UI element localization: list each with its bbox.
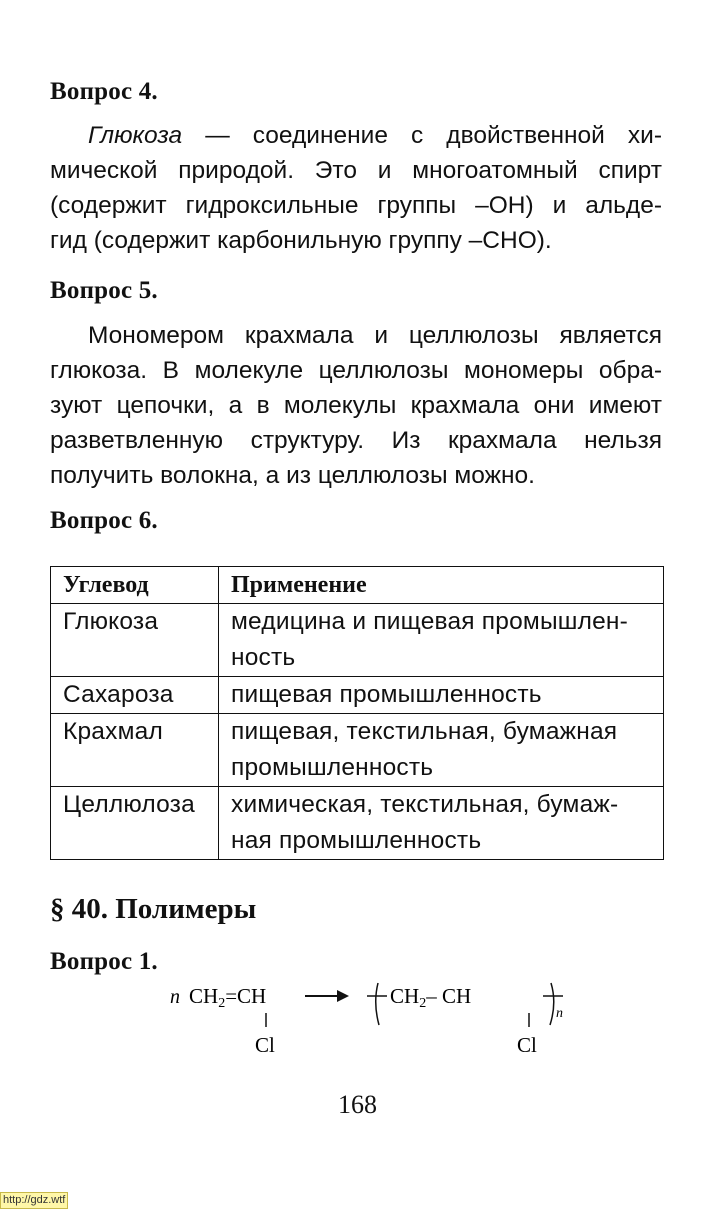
carbohydrate-cell: Глюкоза: [51, 604, 219, 677]
answer-line: глюкоза. В молекуле целлюлозы мономеры обра-: [50, 357, 662, 384]
question-1-heading: Вопрос 1.: [50, 948, 158, 975]
question-5-heading: Вопрос 5.: [50, 277, 158, 304]
coefficient-n: n: [170, 986, 180, 1008]
glucose-term: Глюкоза: [88, 122, 183, 149]
page-number: 168: [338, 1090, 377, 1119]
table-header-row: [51, 567, 664, 604]
watermark-link[interactable]: http://gdz.wtf: [0, 1192, 68, 1209]
answer-line: получить волокна, а из целлюлозы можно.: [50, 462, 535, 489]
column-header-carbohydrate: Углевод: [51, 567, 219, 604]
answer-line: мической природой. Это и многоатомный спирт: [50, 157, 662, 184]
table-row: [51, 604, 664, 677]
polymer-index-n: n: [556, 1006, 563, 1021]
carbohydrate-cell: Целлюлоза: [51, 787, 219, 860]
answer-line: зуют цепочки, а в молекулы крахмала они имеют: [50, 392, 662, 419]
section-title: § 40. Полимеры: [50, 893, 257, 925]
answer-line: разветвленную структуру. Из крахмала нельзя: [50, 427, 662, 454]
carbohydrate-cell: Крахмал: [51, 714, 219, 787]
application-cell: пищевая промышленность: [219, 677, 664, 714]
product-chlorine: Cl: [517, 1033, 537, 1057]
carbohydrate-cell: Сахароза: [51, 677, 219, 714]
table-row: [51, 714, 664, 787]
right-bracket: [550, 983, 554, 1025]
question-5-answer: [50, 318, 662, 493]
reactant-chlorine: Cl: [255, 1033, 275, 1057]
application-cell: химическая, текстильная, бумаж- ная промышленность: [219, 787, 664, 860]
question-4-heading: Вопрос 4.: [50, 78, 158, 105]
question-6-heading: Вопрос 6.: [50, 507, 158, 534]
application-cell: медицина и пищевая промышлен- ность: [219, 604, 664, 677]
product-chain: CH2– CH: [390, 984, 472, 1011]
polymerization-reaction: [165, 975, 605, 1065]
column-header-application: Применение: [219, 567, 664, 604]
answer-line: гид (содержит карбонильную группу –СНО).: [50, 227, 552, 254]
left-bracket: [376, 983, 379, 1025]
answer-line: Мономером крахмала и целлюлозы является: [88, 322, 662, 349]
answer-line: Глюкоза — соединение с двойственной хи-: [88, 122, 662, 149]
reactant-ch2: CH2=CH: [189, 984, 267, 1011]
table-row: [51, 787, 664, 860]
question-4-answer: [50, 118, 662, 258]
carbohydrates-table: [50, 566, 664, 860]
arrow-head-icon: [337, 990, 349, 1002]
application-cell: пищевая, текстильная, бумажная промышленность: [219, 714, 664, 787]
answer-line: (содержит гидроксильные группы –ОН) и альде-: [50, 192, 662, 219]
table-row: [51, 677, 664, 714]
